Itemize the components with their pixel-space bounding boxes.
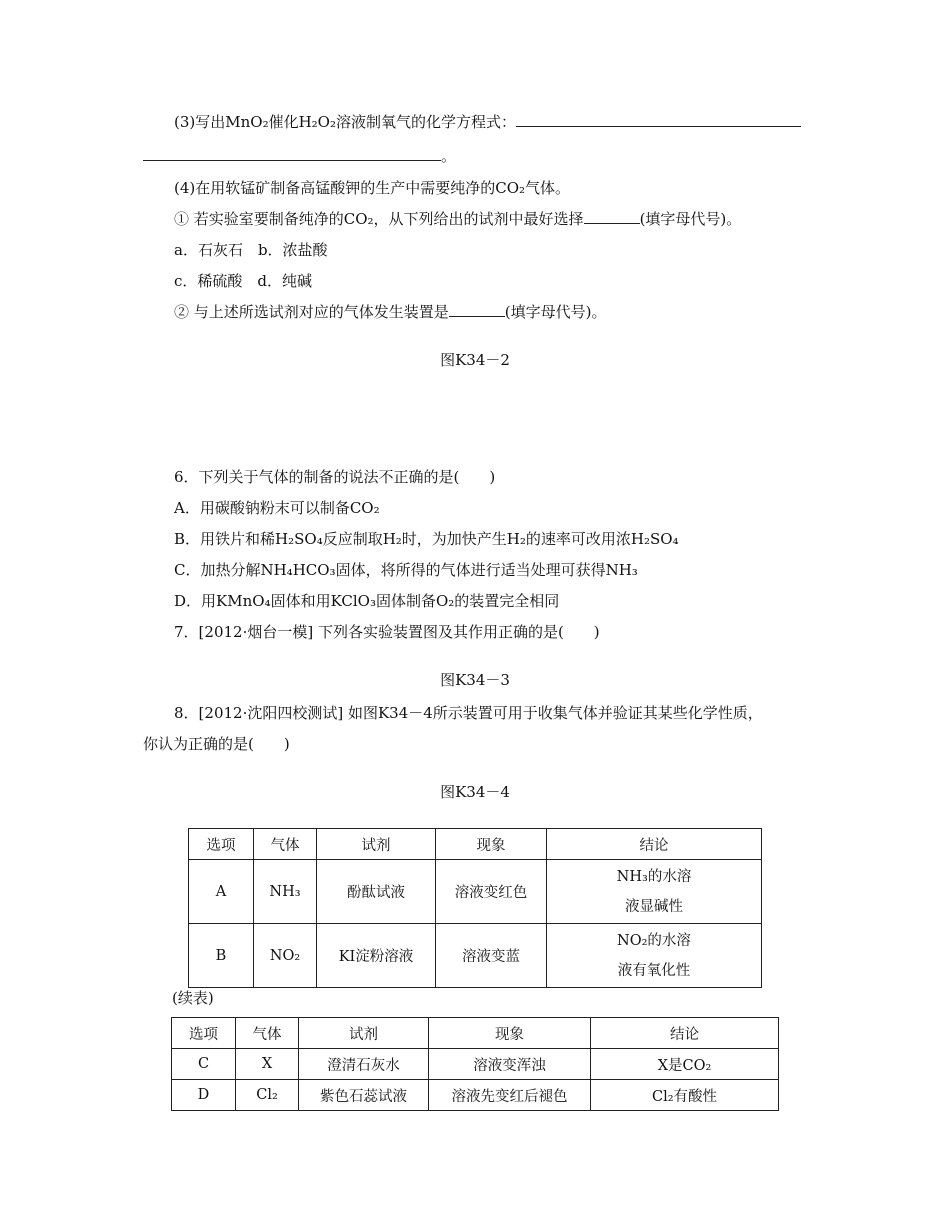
table-cell-phenomenon: 溶液变浑浊 [429, 1049, 591, 1080]
q4-sub1-text: ① 若实验室要制备纯净的CO₂，从下列给出的试剂中最好选择 [174, 210, 584, 228]
table-cell-reagent: KI淀粉溶液 [317, 924, 436, 988]
table-cell-gas: NH₃ [254, 860, 317, 924]
table-header-cell: 试剂 [299, 1018, 429, 1049]
conclusion-line-1: NO₂的水溶 [617, 932, 691, 949]
q6-stem: 6．下列关于气体的制备的说法不正确的是( ) [174, 468, 496, 486]
table-cell-phenomenon: 溶液变红色 [436, 860, 547, 924]
answer-table-1 [188, 828, 762, 988]
table-cell-reagent: 紫色石蕊试液 [299, 1080, 429, 1111]
q4-sub1 [174, 209, 741, 229]
conclusion-line-1: NH₃的水溶 [616, 868, 692, 885]
table-cell-gas: Cl₂ [236, 1080, 299, 1111]
figure-caption-k34-4: 图K34－4 [440, 783, 510, 801]
q8-stem-line2: 你认为正确的是( ) [143, 735, 290, 753]
q6-option-b: B．用铁片和稀H₂SO₄反应制取H₂时，为加快产生H₂的速率可改用浓H₂SO₄ [174, 530, 679, 548]
figure-caption-k34-3: 图K34－3 [440, 671, 510, 689]
q3-answer-blank-2[interactable] [143, 146, 441, 161]
table-cell-option: C [172, 1049, 236, 1080]
table-cell-option: A [189, 860, 254, 924]
table-header-cell: 结论 [547, 829, 762, 860]
q4-sub2-hint: (填字母代号)。 [504, 303, 607, 321]
q4-sub1-hint: (填字母代号)。 [639, 210, 742, 228]
q6-option-c: C．加热分解NH₄HCO₃固体，将所得的气体进行适当处理可获得NH₃ [174, 561, 638, 579]
table-row [172, 1080, 779, 1111]
table-cell-phenomenon: 溶液先变红后褪色 [429, 1080, 591, 1111]
q4-options-ab: a．石灰石 b．浓盐酸 [174, 241, 328, 259]
table-row [189, 924, 762, 988]
table-cell-gas: NO₂ [254, 924, 317, 988]
q3-text: (3)写出MnO₂催化H₂O₂溶液制氧气的化学方程式： [174, 113, 516, 131]
q4-sub2-text: ② 与上述所选试剂对应的气体发生装置是 [174, 303, 449, 321]
table-cell-reagent: 酚酞试液 [317, 860, 436, 924]
conclusion-line-2: 液有氧化性 [617, 962, 691, 979]
table-cell-reagent: 澄清石灰水 [299, 1049, 429, 1080]
table-cell-conclusion [547, 924, 762, 988]
table-cell-option: D [172, 1080, 236, 1111]
table-cell-gas: X [236, 1049, 299, 1080]
q4-sub2-blank[interactable] [449, 302, 505, 317]
q7-stem: 7．[2012·烟台一模] 下列各实验装置图及其作用正确的是( ) [174, 623, 600, 641]
table-cell-conclusion: X是CO₂ [591, 1049, 779, 1080]
table-header-row [172, 1018, 779, 1049]
q3-line2 [143, 146, 456, 166]
table-row [172, 1049, 779, 1080]
q4-sub1-blank[interactable] [584, 209, 640, 224]
table-header-cell: 结论 [591, 1018, 779, 1049]
conclusion-line-2: 液显碱性 [625, 898, 683, 915]
q3-answer-blank-1[interactable] [516, 112, 801, 127]
table-header-cell: 现象 [436, 829, 547, 860]
q6-option-d: D．用KMnO₄固体和用KClO₃固体制备O₂的装置完全相同 [174, 592, 560, 610]
table-cell-phenomenon: 溶液变蓝 [436, 924, 547, 988]
table-row [189, 860, 762, 924]
q4-sub2 [174, 302, 607, 322]
table-header-cell: 选项 [189, 829, 254, 860]
table-cell-conclusion [547, 860, 762, 924]
table-header-row [189, 829, 762, 860]
q3-line1 [174, 112, 801, 132]
q4-intro: (4)在用软锰矿制备高锰酸钾的生产中需要纯净的CO₂气体。 [174, 179, 571, 197]
answer-table-2 [171, 1017, 779, 1111]
q8-stem-line1: 8．[2012·沈阳四校测试] 如图K34－4所示装置可用于收集气体并验证其某些化学性质， [174, 704, 763, 722]
q6-option-a: A．用碳酸钠粉末可以制备CO₂ [174, 499, 380, 517]
q3-end-mark: 。 [441, 147, 457, 165]
figure-caption-k34-2: 图K34－2 [440, 351, 510, 369]
table-header-cell: 气体 [254, 829, 317, 860]
table-header-cell: 现象 [429, 1018, 591, 1049]
table-cell-option: B [189, 924, 254, 988]
table-header-cell: 试剂 [317, 829, 436, 860]
table-header-cell: 气体 [236, 1018, 299, 1049]
q4-options-cd: c．稀硫酸 d．纯碱 [174, 272, 313, 290]
continued-table-label: (续表) [172, 989, 214, 1007]
table-header-cell: 选项 [172, 1018, 236, 1049]
table-cell-conclusion: Cl₂有酸性 [591, 1080, 779, 1111]
